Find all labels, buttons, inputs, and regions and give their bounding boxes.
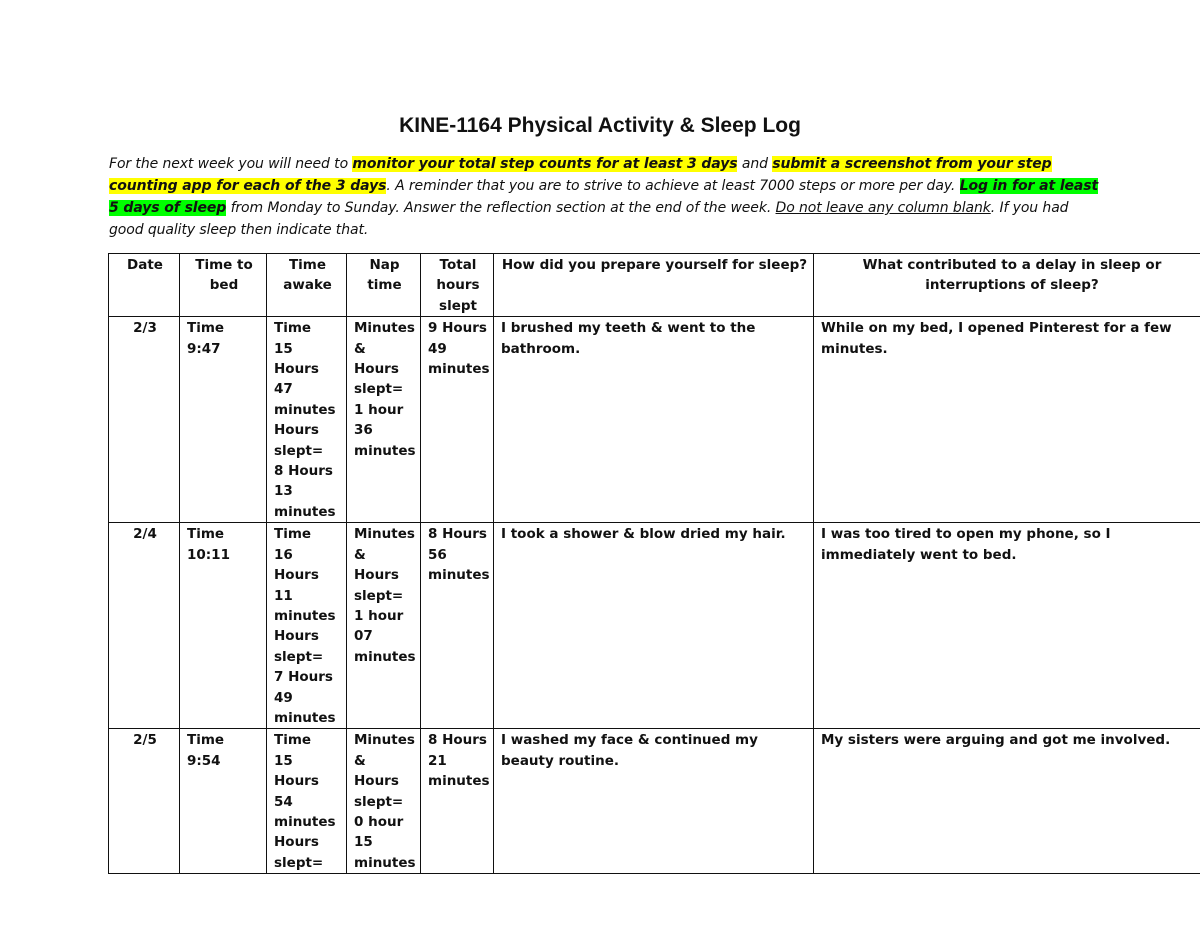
cell-line: 47: [274, 381, 293, 398]
cell-line: minutes: [428, 773, 490, 790]
cell-time-to-bed: [180, 729, 267, 874]
cell-time-awake: [267, 523, 347, 729]
cell-line: 8 Hours: [274, 463, 333, 480]
cell-line: 54: [274, 793, 293, 810]
highlight-sleep-log: Log in for at least 5 days of sleep: [109, 178, 1099, 216]
cell-line: 11: [274, 587, 293, 604]
cell-line: 1 hour: [354, 607, 404, 624]
cell-line: 15 Hours: [274, 752, 319, 790]
cell-line: 0 hour: [354, 813, 404, 830]
cell-line: minutes: [354, 854, 416, 871]
cell-line: Hours: [274, 422, 319, 439]
cell-line: minutes: [354, 648, 416, 665]
cell-line: 15: [354, 834, 373, 851]
cell-line: slept=: [354, 793, 404, 810]
cell-line: minutes: [274, 401, 336, 418]
header-time-to-bed: Time to bed: [180, 254, 267, 317]
cell-line: slept=: [354, 587, 404, 604]
cell-nap-time: [347, 729, 421, 874]
intro-text-1: For the next week you will need to: [109, 156, 353, 172]
cell-line: minutes: [354, 442, 416, 459]
cell-line: minutes: [274, 503, 336, 520]
header-nap-time: Nap time: [347, 254, 421, 317]
cell-line: slept=: [354, 381, 404, 398]
cell-total-hours: [421, 317, 494, 523]
cell-line: Time: [187, 320, 225, 337]
cell-line: 16 Hours: [274, 546, 319, 584]
cell-time-to-bed: [180, 317, 267, 523]
underlined-instruction: Do not leave any column blank: [775, 200, 991, 216]
cell-line: Minutes: [354, 320, 415, 337]
cell-prepare: I took a shower & blow dried my hair.: [494, 523, 814, 729]
cell-line: 36: [354, 422, 373, 439]
header-date: Date: [109, 254, 180, 317]
cell-line: 8 Hours: [428, 732, 487, 749]
cell-line: minutes: [274, 709, 336, 726]
cell-line: Hours: [274, 834, 319, 851]
cell-line: 9:47: [187, 340, 221, 357]
cell-nap-time: [347, 317, 421, 523]
cell-line: 1 hour: [354, 401, 404, 418]
cell-date: 2/4: [109, 523, 180, 729]
cell-line: Minutes: [354, 526, 415, 543]
cell-line: 9 Hours: [428, 320, 487, 337]
cell-time-to-bed: [180, 523, 267, 729]
cell-line: Time: [187, 732, 225, 749]
cell-line: 49: [274, 689, 293, 706]
cell-line: 7 Hours: [274, 669, 333, 686]
cell-line: minutes: [428, 567, 490, 584]
cell-line: Time: [274, 526, 312, 543]
cell-line: Hours: [274, 628, 319, 645]
intro-text-3: . A reminder that you are to strive to achieve at least 7000 steps or more per day.: [386, 178, 960, 194]
table-header-row: [109, 254, 1200, 317]
cell-line: Time: [274, 320, 312, 337]
cell-nap-time: [347, 523, 421, 729]
cell-time-awake: [267, 729, 347, 874]
cell-line: minutes: [274, 607, 336, 624]
table-row: [109, 317, 1200, 523]
cell-line: 9:54: [187, 752, 221, 769]
cell-prepare: I washed my face & continued my beauty routine.: [494, 729, 814, 874]
page-title: KINE-1164 Physical Activity & Sleep Log: [399, 114, 801, 137]
intro-text-4: from Monday to Sunday. Answer the reflection section at the end of the week.: [226, 200, 776, 216]
cell-date: 2/5: [109, 729, 180, 874]
cell-line: 8 Hours: [428, 526, 487, 543]
cell-line: slept=: [274, 854, 324, 871]
cell-line: 49: [428, 340, 447, 357]
intro-text-5: . If you had good quality sleep then indicate that.: [109, 200, 1069, 238]
cell-line: slept=: [274, 648, 324, 665]
cell-delay: I was too tired to open my phone, so I immediately went to bed.: [814, 523, 1200, 729]
cell-line: 07: [354, 628, 373, 645]
table-row: [109, 729, 1200, 874]
cell-line: minutes: [274, 813, 336, 830]
instructions-paragraph: [109, 153, 1104, 241]
table-row: [109, 523, 1200, 729]
cell-prepare: I brushed my teeth & went to the bathroom.: [494, 317, 814, 523]
cell-line: & Hours: [354, 752, 399, 790]
cell-delay: While on my bed, I opened Pinterest for a few minutes.: [814, 317, 1200, 523]
cell-line: 10:11: [187, 546, 230, 563]
highlight-screenshot: submit a screenshot from your step counting app for each of the 3 days: [109, 156, 1052, 194]
cell-delay: My sisters were arguing and got me involved.: [814, 729, 1200, 874]
cell-line: 56: [428, 546, 447, 563]
cell-line: slept=: [274, 442, 324, 459]
sleep-log-table: [108, 253, 1200, 874]
highlight-step-count: monitor your total step counts for at least 3 days: [352, 156, 738, 172]
header-delay: What contributed to a delay in sleep or interruptions of sleep?: [814, 254, 1200, 317]
cell-line: Minutes: [354, 732, 415, 749]
cell-time-awake: [267, 317, 347, 523]
cell-line: minutes: [428, 361, 490, 378]
cell-line: & Hours: [354, 546, 399, 584]
cell-line: 13: [274, 483, 293, 500]
cell-line: & Hours: [354, 340, 399, 378]
cell-total-hours: [421, 729, 494, 874]
header-time-awake: Time awake: [267, 254, 347, 317]
intro-text-2: and: [737, 156, 773, 172]
cell-date: 2/3: [109, 317, 180, 523]
cell-line: 21: [428, 752, 447, 769]
header-prepare: How did you prepare yourself for sleep?: [494, 254, 814, 317]
cell-line: Time: [274, 732, 312, 749]
cell-line: 15 Hours: [274, 340, 319, 378]
cell-total-hours: [421, 523, 494, 729]
cell-line: Time: [187, 526, 225, 543]
header-total-hours: Total hours slept: [421, 254, 494, 317]
